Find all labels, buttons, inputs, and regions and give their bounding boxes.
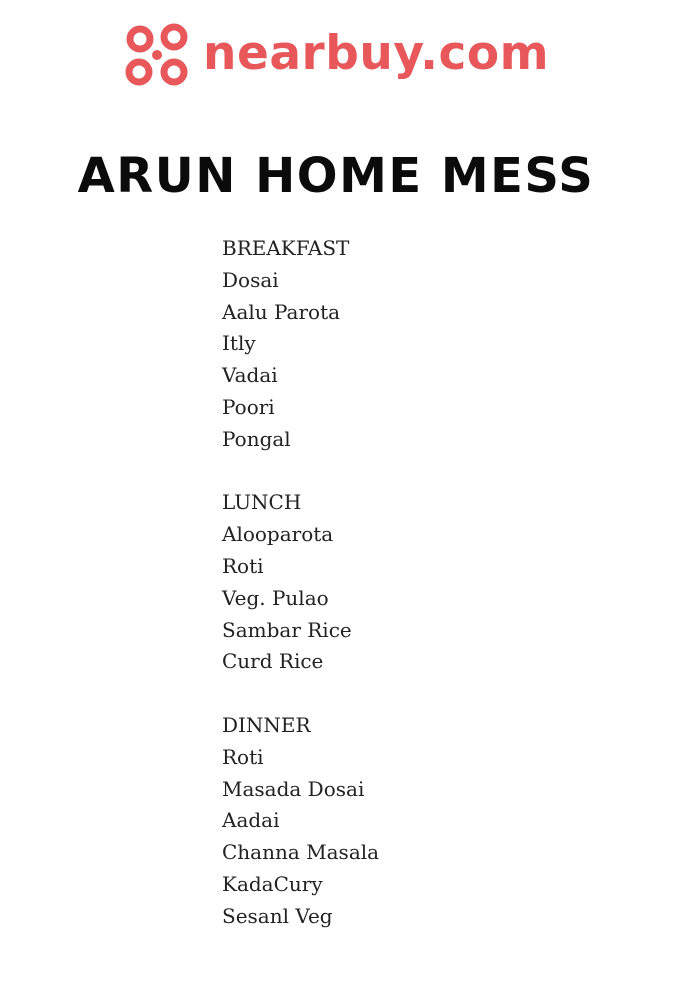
menu-item: Pongal xyxy=(222,426,291,451)
menu-item: Poori xyxy=(222,394,275,419)
menu-item: Masada Dosai xyxy=(222,776,365,801)
section-heading: BREAKFAST xyxy=(222,236,350,260)
menu-item: Channa Masala xyxy=(222,840,380,865)
dinner-section xyxy=(222,710,379,933)
menu-item: KadaCury xyxy=(222,871,323,896)
nearbuy-logo xyxy=(123,22,549,88)
menu-list xyxy=(222,233,379,933)
logo-wordmark: nearbuy.com xyxy=(203,25,550,81)
menu-item: Curd Rice xyxy=(222,649,324,674)
section-heading: LUNCH xyxy=(222,490,302,515)
page-title: ARUN HOME MESS xyxy=(77,148,595,204)
menu-item: Alooparota xyxy=(222,522,334,547)
menu-item: Vadai xyxy=(222,363,278,388)
menu-item: Roti xyxy=(222,553,264,578)
menu-item: Aalu Parota xyxy=(222,299,341,324)
menu-item: Itly xyxy=(222,331,256,356)
lunch-section xyxy=(222,487,379,678)
menu-item: Aadai xyxy=(222,808,280,833)
menu-item: Sambar Rice xyxy=(222,617,352,642)
section-heading: DINNER xyxy=(222,712,311,737)
nearbuy-logo-icon xyxy=(123,22,191,88)
menu-item: Roti xyxy=(222,744,264,769)
breakfast-section xyxy=(222,233,379,456)
menu-item: Veg. Pulao xyxy=(222,585,329,610)
menu-item: Sesanl Veg xyxy=(222,903,333,928)
menu-item: Dosai xyxy=(222,267,279,292)
